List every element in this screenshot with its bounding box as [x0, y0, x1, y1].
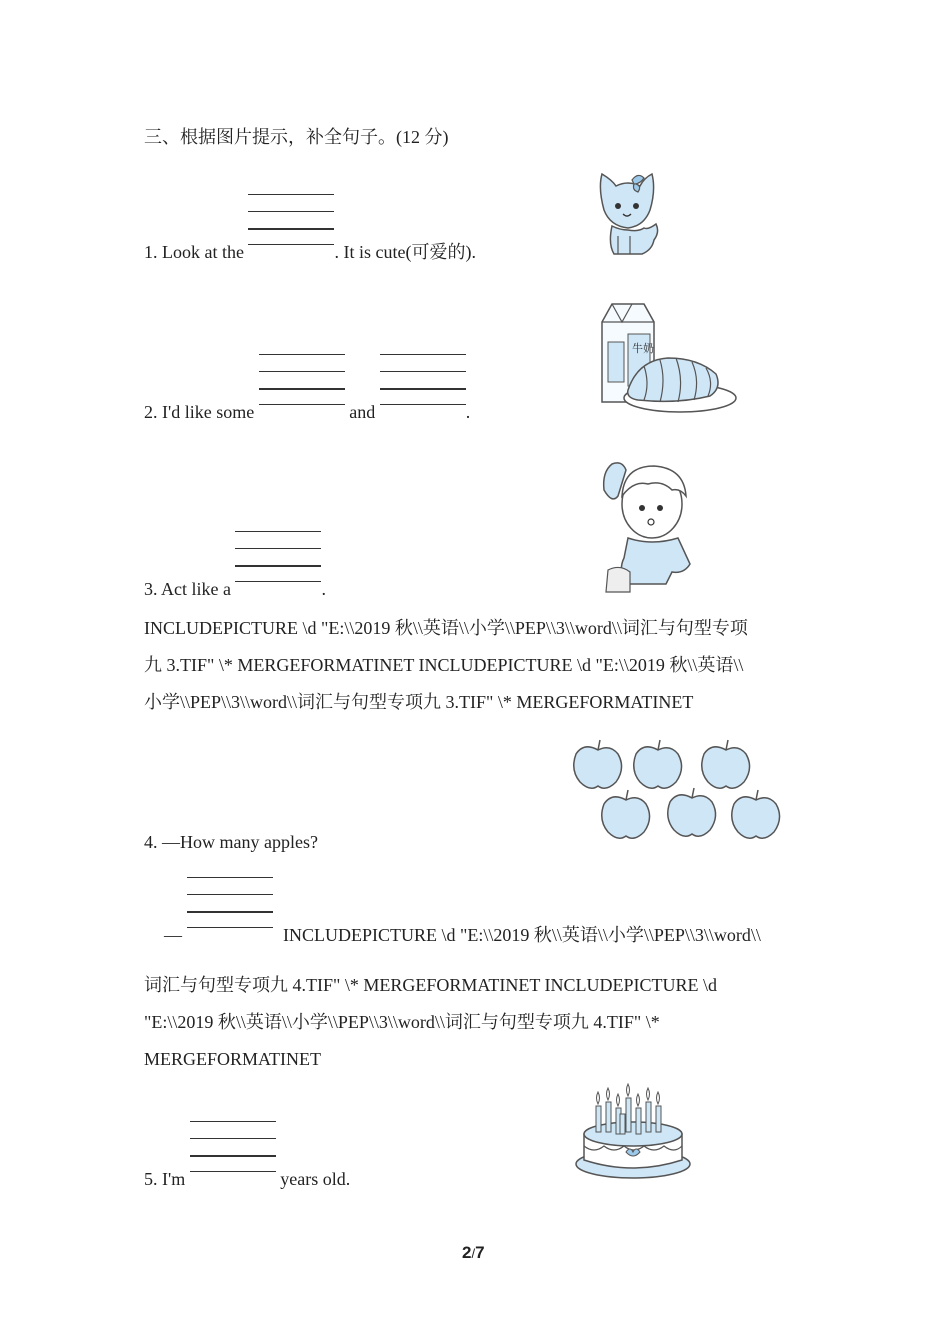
question-2-suffix: . — [465, 402, 471, 422]
question-5-suffix: years old. — [280, 1169, 351, 1189]
birthday-cake-illustration — [574, 1084, 692, 1180]
question-4: 4. —How many apples? — [144, 832, 318, 852]
question-3-suffix: . — [321, 579, 326, 599]
page-number-current: 2 — [462, 1243, 472, 1262]
question-1 — [144, 240, 476, 263]
question-4-answer-line — [164, 923, 761, 946]
question-5-prefix: 5. I'm — [144, 1169, 186, 1189]
question-3 — [144, 577, 326, 600]
field-code-q3-line-3: 小学\\PEP\\3\\word\\词汇与句型专项九 3.TIF" \* MERGEFORMATINET — [144, 692, 694, 712]
answer-blank-2b[interactable] — [380, 400, 466, 418]
field-code-q4-line-3: MERGEFORMATINET — [144, 1049, 322, 1069]
answer-blank-4[interactable] — [187, 923, 273, 941]
question-5 — [144, 1167, 350, 1190]
apple-group — [574, 747, 780, 838]
question-1-prefix: 1. Look at the — [144, 242, 244, 262]
field-code-q4-inline: INCLUDEPICTURE \d "E:\\2019 秋\\英语\\小学\\PEP\\3\\word\\ — [283, 925, 761, 945]
milk-label: 牛奶 — [632, 342, 654, 355]
page-number — [462, 1243, 485, 1263]
question-2 — [144, 400, 470, 423]
question-2-prefix: 2. I'd like some — [144, 402, 255, 422]
field-code-q3-line-2: 九 3.TIF" \* MERGEFORMATINET INCLUDEPICTURE \d "E:\\2019 秋\\英语\\ — [144, 655, 744, 675]
answer-blank-3[interactable] — [235, 577, 321, 595]
answer-blank-2a[interactable] — [259, 400, 345, 418]
answer-blank-1[interactable] — [248, 240, 334, 258]
answer-blank-5[interactable] — [190, 1167, 276, 1185]
section-title: 三、根据图片提示，补全句子。(12 分) — [144, 127, 449, 147]
page-number-separator: / — [471, 1246, 476, 1261]
page-number-total: 7 — [475, 1243, 485, 1262]
milk-and-bread-illustration — [598, 300, 738, 418]
answer-dash: — — [164, 925, 182, 945]
question-3-prefix: 3. Act like a — [144, 579, 231, 599]
boy-illustration — [600, 460, 695, 592]
field-code-q3-line-1: INCLUDEPICTURE \d "E:\\2019 秋\\英语\\小学\\PEP\\3\\word\\词汇与句型专项 — [144, 618, 748, 638]
field-code-q4-line-1: 词汇与句型专项九 4.TIF" \* MERGEFORMATINET INCLUDEPICTURE \d — [144, 975, 718, 995]
cat-illustration — [594, 170, 664, 256]
field-code-q4-line-2: "E:\\2019 秋\\英语\\小学\\PEP\\3\\word\\词汇与句型专项九 4.TIF" \* — [144, 1012, 660, 1032]
question-1-suffix: . It is cute(可爱的). — [334, 242, 476, 262]
question-2-middle: and — [349, 402, 376, 422]
apples-illustration — [570, 738, 784, 846]
